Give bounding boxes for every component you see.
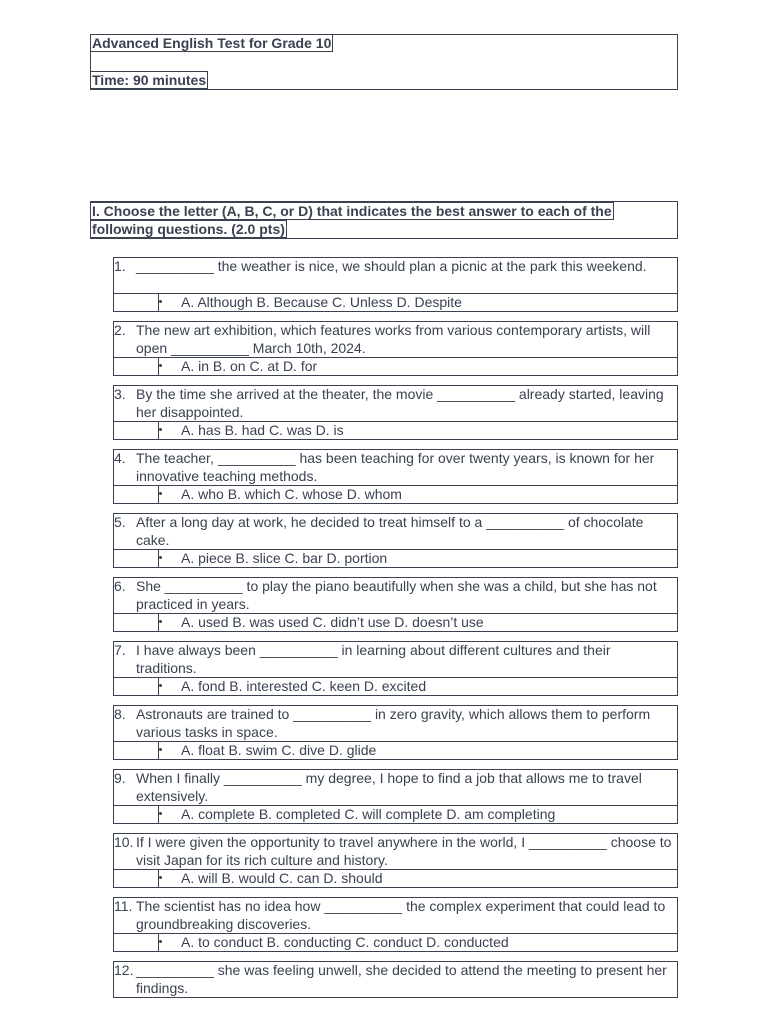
question-stem	[113, 577, 678, 614]
answer-options	[113, 614, 678, 632]
question-stem	[113, 257, 678, 294]
answer-options	[113, 358, 678, 376]
question-item	[113, 833, 678, 888]
bullet-icon	[158, 741, 163, 759]
question-stem	[113, 641, 678, 678]
question-item	[113, 321, 678, 376]
answer-options	[113, 934, 678, 952]
bullet-icon	[158, 421, 163, 439]
answer-options-text: A. used B. was used C. didn’t use D. doesn’t use	[181, 614, 484, 630]
question-number: 1.	[114, 258, 126, 274]
answer-options-text: A. Although B. Because C. Unless D. Despite	[181, 294, 462, 310]
bullet-icon	[158, 549, 163, 567]
answer-options-text: A. fond B. interested C. keen D. excited	[181, 678, 427, 694]
question-text: By the time she arrived at the theater, the movie __________ already started, leaving her disappointed.	[136, 386, 664, 420]
question-text: She __________ to play the piano beautifully when she was a child, but she has not practiced in years.	[136, 578, 657, 612]
question-text: If I were given the opportunity to travel anywhere in the world, I __________ choose to visit Japan for its rich culture and history.	[136, 834, 672, 868]
question-number: 8.	[114, 706, 126, 722]
question-text: The teacher, __________ has been teaching for over twenty years, is known for her innovative teaching methods.	[136, 450, 655, 484]
bullet-icon	[158, 357, 163, 375]
question-item	[113, 705, 678, 760]
question-number: 3.	[114, 386, 126, 402]
question-stem	[113, 513, 678, 550]
question-stem	[113, 705, 678, 742]
answer-options	[113, 742, 678, 760]
question-number: 2.	[114, 322, 126, 338]
answer-options-text: A. has B. had C. was D. is	[181, 422, 344, 438]
question-stem	[113, 833, 678, 870]
question-number: 4.	[114, 450, 126, 466]
question-item	[113, 961, 678, 998]
answer-options-text: A. who B. which C. whose D. whom	[181, 486, 402, 502]
question-text: When I finally __________ my degree, I hope to find a job that allows me to travel extensively.	[136, 770, 642, 804]
question-stem	[113, 769, 678, 806]
bullet-icon	[158, 805, 163, 823]
bullet-icon	[158, 293, 163, 311]
bullet-icon	[158, 613, 163, 631]
section-heading-line1: I. Choose the letter (A, B, C, or D) that indicates the best answer to each of the	[92, 203, 612, 219]
section-heading	[90, 202, 655, 238]
question-item	[113, 385, 678, 440]
question-text: Astronauts are trained to __________ in zero gravity, which allows them to perform various tasks in space.	[136, 706, 651, 740]
answer-options-text: A. float B. swim C. dive D. glide	[181, 742, 377, 758]
question-number: 6.	[114, 578, 126, 594]
question-stem	[113, 897, 678, 934]
question-item	[113, 257, 678, 312]
question-stem	[113, 321, 678, 358]
question-number: 5.	[114, 514, 126, 530]
bullet-icon	[158, 933, 163, 951]
question-stem	[113, 385, 678, 422]
question-number: 11.	[114, 898, 133, 914]
question-item	[113, 769, 678, 824]
question-item	[113, 577, 678, 632]
question-number: 7.	[114, 642, 126, 658]
question-text: The scientist has no idea how __________ the complex experiment that could lead to groundbreaking discoveries.	[136, 898, 666, 932]
bullet-icon	[158, 869, 163, 887]
answer-options-text: A. piece B. slice C. bar D. portion	[181, 550, 388, 566]
question-text: I have always been __________ in learning about different cultures and their traditions.	[136, 642, 611, 676]
question-number: 12.	[114, 962, 134, 978]
question-text: __________ the weather is nice, we should plan a picnic at the park this weekend.	[136, 258, 647, 274]
answer-options-text: A. in B. on C. at D. for	[181, 358, 318, 374]
bullet-icon	[158, 677, 163, 695]
test-title: Advanced English Test for Grade 10	[92, 35, 332, 51]
question-number: 10.	[114, 834, 134, 850]
test-duration: Time: 90 minutes	[92, 72, 207, 88]
answer-options	[113, 870, 678, 888]
question-stem	[113, 449, 678, 486]
question-item	[113, 449, 678, 504]
question-item	[113, 897, 678, 952]
question-text: __________ she was feeling unwell, she decided to attend the meeting to present her findings.	[136, 962, 667, 996]
question-number: 9.	[114, 770, 126, 786]
answer-options	[113, 422, 678, 440]
bullet-icon	[158, 485, 163, 503]
question-item	[113, 513, 678, 568]
answer-options	[113, 486, 678, 504]
answer-options-text: A. will B. would C. can D. should	[181, 870, 383, 886]
answer-options	[113, 678, 678, 696]
question-list	[113, 257, 678, 1007]
question-text: The new art exhibition, which features works from various contemporary artists, will open __________ March 10th, 2024.	[136, 322, 651, 356]
section-heading-line2: following questions. (2.0 pts)	[92, 221, 285, 237]
question-item	[113, 641, 678, 696]
answer-options-text: A. to conduct B. conducting C. conduct D. conducted	[181, 934, 509, 950]
question-text: After a long day at work, he decided to treat himself to a __________ of chocolate cake.	[136, 514, 644, 548]
answer-options	[113, 294, 678, 312]
test-header	[90, 34, 678, 90]
answer-options	[113, 550, 678, 568]
answer-options-text: A. complete B. completed C. will complete D. am completing	[181, 806, 556, 822]
answer-options	[113, 806, 678, 824]
question-stem	[113, 961, 678, 998]
section-heading-box	[90, 201, 678, 239]
